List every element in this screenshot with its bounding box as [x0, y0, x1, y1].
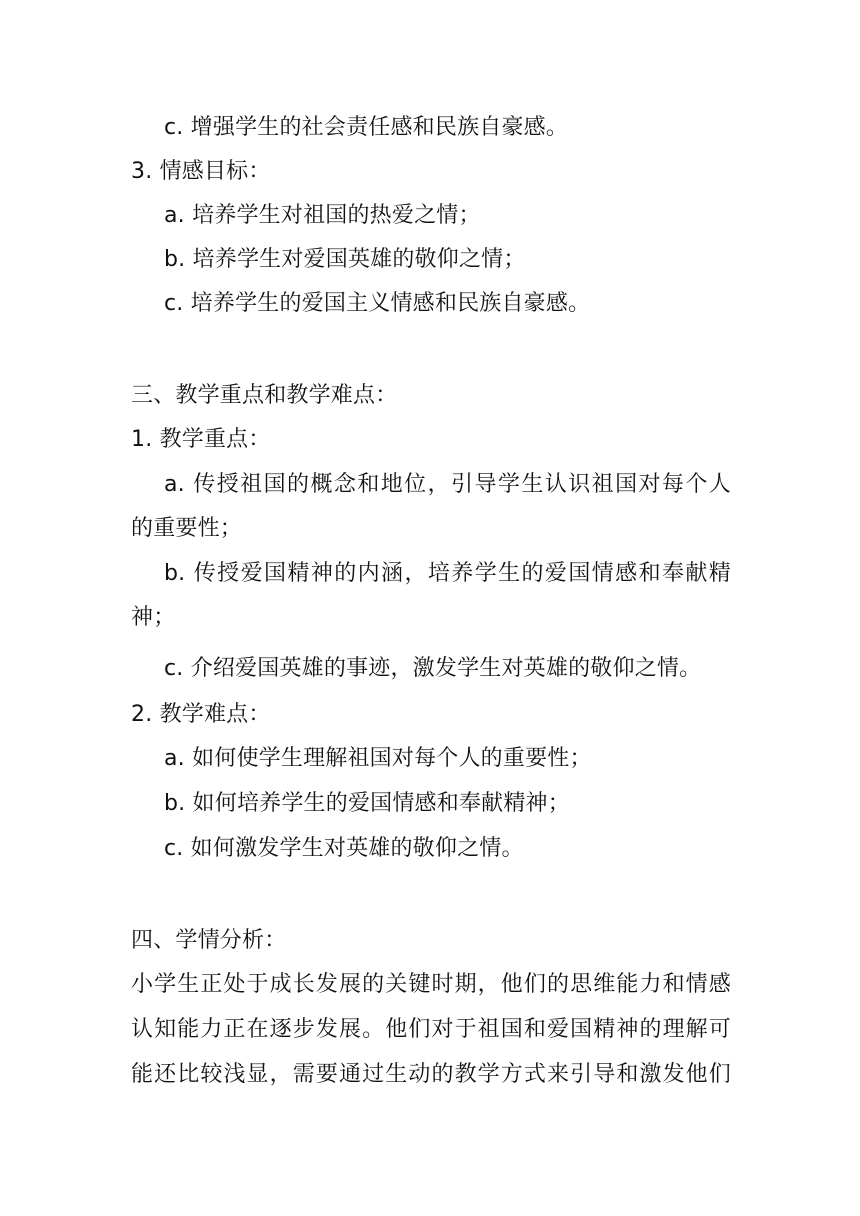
teaching-focus-heading: 1. 教学重点： [131, 427, 271, 452]
learner-analysis-line-3: 能还比较浅显，需要通过生动的教学方式来引导和激发他们 [131, 1062, 731, 1087]
learner-analysis-line-2: 认知能力正在逐步发展。他们对于祖国和爱国精神的理解可 [131, 1017, 731, 1042]
emotional-goal-a: a. 培养学生对祖国的热爱之情； [164, 203, 481, 228]
teaching-focus-b-line-1: b. 传授爱国精神的内涵，培养学生的爱国情感和奉献精 [164, 561, 731, 586]
section-three-heading: 三、教学重点和教学难点： [131, 383, 398, 408]
teaching-focus-a-line-2: 的重要性； [131, 516, 243, 541]
objective-c-social-responsibility: c. 增强学生的社会责任感和民族自豪感。 [164, 115, 569, 140]
emotional-goal-c: c. 培养学生的爱国主义情感和民族自豪感。 [164, 291, 591, 316]
teaching-difficulty-c: c. 如何激发学生对英雄的敬仰之情。 [164, 836, 524, 861]
teaching-difficulty-a: a. 如何使学生理解祖国对每个人的重要性； [164, 746, 592, 771]
learner-analysis-line-1: 小学生正处于成长发展的关键时期，他们的思维能力和情感 [131, 972, 731, 997]
emotional-goal-b: b. 培养学生对爱国英雄的敬仰之情； [164, 247, 526, 272]
teaching-focus-b-line-2: 神； [131, 605, 176, 630]
teaching-focus-a-line-1: a. 传授祖国的概念和地位，引导学生认识祖国对每个人 [164, 472, 731, 497]
emotional-goals-heading: 3. 情感目标： [131, 159, 271, 184]
teaching-difficulty-heading: 2. 教学难点： [131, 702, 271, 727]
section-four-heading: 四、学情分析： [131, 928, 287, 953]
teaching-difficulty-b: b. 如何培养学生的爱国情感和奉献精神； [164, 791, 570, 816]
teaching-focus-c: c. 介绍爱国英雄的事迹，激发学生对英雄的敬仰之情。 [164, 656, 702, 681]
